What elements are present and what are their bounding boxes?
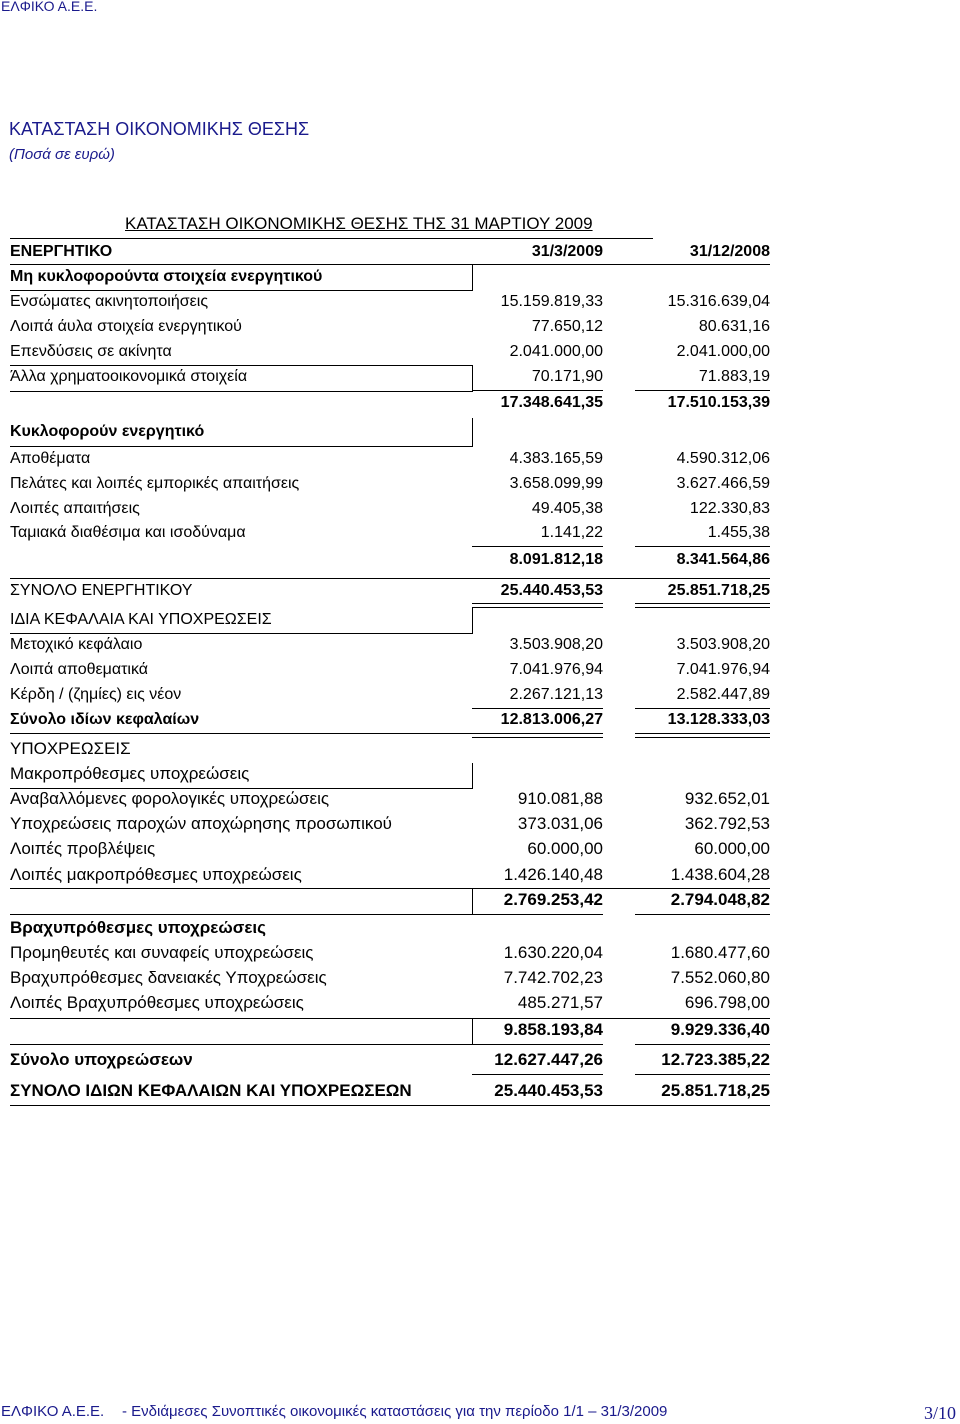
row-label: Λοιπά αποθεματικά bbox=[10, 661, 149, 678]
row-value-1: 2.267.121,13 bbox=[509, 686, 603, 703]
row-value-2: 25.851.718,25 bbox=[667, 582, 770, 599]
row-value-1: 17.348.641,35 bbox=[500, 394, 603, 411]
row-value-1: 49.405,38 bbox=[531, 500, 603, 517]
row-label: ΙΔΙΑ ΚΕΦΑΛΑΙΑ ΚΑΙ ΥΠΟΧΡΕΩΣΕΙΣ bbox=[10, 611, 272, 628]
table-row bbox=[0, 447, 960, 472]
grid-line bbox=[10, 1105, 770, 1106]
row-value-1: 1.630.220,04 bbox=[503, 943, 603, 962]
double-rule bbox=[472, 733, 603, 738]
subtotal-row bbox=[0, 708, 960, 733]
grid-line bbox=[10, 1044, 473, 1045]
row-value-2: 1.438.604,28 bbox=[670, 865, 770, 884]
row-value-1: 12.627.447,26 bbox=[494, 1050, 603, 1069]
table-row bbox=[0, 365, 960, 390]
page-title: ΚΑΤΑΣΤΑΣΗ ΟΙΚΟΝΟΜΙΚΗΣ ΘΕΣΗΣ bbox=[9, 119, 310, 139]
row-value-2: 2.582.447,89 bbox=[676, 686, 770, 703]
row-label: Μη κυκλοφορούντα στοιχεία ενεργητικού bbox=[10, 268, 323, 285]
row-value-1: 77.650,12 bbox=[531, 318, 603, 335]
total-row bbox=[0, 1049, 960, 1074]
sum-rule bbox=[635, 708, 770, 709]
page-subtitle: (Ποσά σε ευρώ) bbox=[9, 146, 115, 163]
page-footer bbox=[0, 1401, 960, 1422]
grid-line bbox=[472, 418, 473, 446]
grid-line bbox=[472, 888, 473, 914]
grid-line bbox=[10, 264, 770, 265]
row-label: Επενδύσεις σε ακίνητα bbox=[10, 343, 172, 360]
table-row bbox=[0, 738, 960, 763]
grid-line bbox=[472, 608, 473, 633]
row-value-2: 7.041.976,94 bbox=[676, 661, 770, 678]
row-label: Λοιπές Βραχυπρόθεσμες υποχρεώσεις bbox=[10, 993, 304, 1012]
row-value-2: 60.000,00 bbox=[694, 839, 770, 858]
row-value-1: 2.769.253,42 bbox=[503, 890, 603, 909]
row-value-2: 7.552.060,80 bbox=[670, 968, 770, 987]
row-value-1: 25.440.453,53 bbox=[494, 1081, 603, 1100]
row-label: Αναβαλλόμενες φορολογικές υποχρεώσεις bbox=[10, 789, 330, 808]
row-label: Ταμιακά διαθέσιμα και ισοδύναμα bbox=[10, 524, 246, 541]
header-col-1: 31/3/2009 bbox=[531, 243, 603, 260]
row-label: Υποχρεώσεις παροχών αποχώρησης προσωπικού bbox=[10, 814, 392, 833]
table-row bbox=[0, 838, 960, 863]
row-label: Αποθέματα bbox=[10, 450, 91, 467]
row-value-1: 2.041.000,00 bbox=[509, 343, 603, 360]
row-label: ΣΥΝΟΛΟ ΙΔΙΩΝ ΚΕΦΑΛΑΙΩΝ ΚΑΙ ΥΠΟΧΡΕΩΣΕΩΝ bbox=[10, 1081, 412, 1100]
table-row bbox=[0, 521, 960, 546]
row-value-1: 1.426.140,48 bbox=[503, 865, 603, 884]
column-header-row bbox=[0, 240, 960, 265]
table-row bbox=[0, 633, 960, 658]
row-value-1: 4.383.165,59 bbox=[509, 450, 603, 467]
row-value-1: 70.171,90 bbox=[531, 368, 603, 385]
row-value-1: 1.141,22 bbox=[540, 524, 603, 541]
subtotal-row bbox=[0, 889, 960, 914]
row-label: Κέρδη / (ζημίες) εις νέον bbox=[10, 686, 182, 703]
sum-rule bbox=[472, 1074, 603, 1075]
sum-rule bbox=[635, 1044, 770, 1045]
grid-line bbox=[472, 264, 473, 290]
sum-rule bbox=[472, 708, 603, 709]
row-value-2: 9.929.336,40 bbox=[670, 1020, 770, 1039]
row-value-2: 2.041.000,00 bbox=[676, 343, 770, 360]
row-label: Βραχυπρόθεσμες υποχρεώσεις bbox=[10, 918, 266, 937]
table-row bbox=[0, 813, 960, 838]
sum-rule bbox=[472, 546, 603, 547]
header-col-2: 31/12/2008 bbox=[689, 243, 770, 260]
row-label: Λοιπά άυλα στοιχεία ενεργητικού bbox=[10, 318, 242, 335]
table-row bbox=[0, 420, 960, 445]
statement-title: ΚΑΤΑΣΤΑΣΗ ΟΙΚΟΝΟΜΙΚΗΣ ΘΕΣΗΣ ΤΗΣ 31 ΜΑΡΤΙΟΥ 2009 bbox=[125, 214, 593, 233]
row-label: Μετοχικό κεφάλαιο bbox=[10, 636, 143, 653]
grid-line bbox=[10, 788, 473, 789]
row-value-1: 60.000,00 bbox=[527, 839, 603, 858]
row-value-1: 3.503.908,20 bbox=[509, 636, 603, 653]
table-row bbox=[0, 497, 960, 522]
row-value-1: 485.271,57 bbox=[517, 993, 603, 1012]
table-row bbox=[0, 658, 960, 683]
row-value-1: 15.159.819,33 bbox=[500, 293, 603, 310]
table-row bbox=[0, 265, 960, 290]
row-value-1: 373.031,06 bbox=[517, 814, 603, 833]
sum-rule bbox=[635, 390, 770, 391]
row-value-2: 696.798,00 bbox=[684, 993, 770, 1012]
row-value-2: 25.851.718,25 bbox=[661, 1081, 770, 1100]
table-row bbox=[0, 992, 960, 1017]
row-value-2: 1.680.477,60 bbox=[670, 943, 770, 962]
subtotal-row bbox=[0, 391, 960, 416]
row-value-1: 25.440.453,53 bbox=[500, 582, 603, 599]
row-value-1: 910.081,88 bbox=[517, 789, 603, 808]
row-value-1: 7.742.702,23 bbox=[503, 968, 603, 987]
row-value-2: 3.503.908,20 bbox=[676, 636, 770, 653]
table-row bbox=[0, 472, 960, 497]
row-value-2: 362.792,53 bbox=[684, 814, 770, 833]
row-value-2: 12.723.385,22 bbox=[661, 1050, 770, 1069]
grid-line bbox=[472, 365, 473, 391]
sum-rule bbox=[472, 1044, 603, 1045]
row-label: Σύνολο ιδίων κεφαλαίων bbox=[10, 711, 200, 728]
row-value-1: 7.041.976,94 bbox=[509, 661, 603, 678]
grid-line bbox=[10, 733, 473, 734]
row-value-2: 122.330,83 bbox=[689, 500, 770, 517]
grid-line bbox=[10, 888, 770, 889]
double-rule bbox=[635, 733, 770, 738]
grid-line bbox=[10, 633, 473, 634]
row-value-2: 15.316.639,04 bbox=[667, 293, 770, 310]
row-label: Ενσώματες ακινητοποιήσεις bbox=[10, 293, 209, 310]
row-label: Λοιπές μακροπρόθεσμες υποχρεώσεις bbox=[10, 865, 302, 884]
grid-line bbox=[10, 365, 473, 366]
row-value-2: 3.627.466,59 bbox=[676, 475, 770, 492]
table-row bbox=[0, 340, 960, 365]
grid-line bbox=[472, 1018, 473, 1044]
row-label: ΣΥΝΟΛΟ ΕΝΕΡΓΗΤΙΚΟΥ bbox=[10, 582, 193, 599]
row-value-1: 9.858.193,84 bbox=[503, 1020, 603, 1039]
row-value-2: 8.341.564,86 bbox=[676, 551, 770, 568]
footer-text: - Ενδιάμεσες Συνοπτικές οικονομικές καταστάσεις για την περίοδο 1/1 – 31/3/2009 bbox=[122, 1403, 668, 1420]
row-label: Πελάτες και λοιπές εμπορικές απαιτήσεις bbox=[10, 475, 300, 492]
subtotal-row bbox=[0, 1019, 960, 1044]
double-rule bbox=[635, 603, 770, 608]
table-row bbox=[0, 864, 960, 889]
sum-rule bbox=[472, 914, 603, 915]
sum-rule bbox=[472, 390, 603, 391]
double-rule bbox=[472, 603, 603, 608]
row-label: Κυκλοφορούν ενεργητικό bbox=[10, 423, 205, 440]
table-row bbox=[0, 967, 960, 992]
sum-rule bbox=[635, 1074, 770, 1075]
row-value-2: 932.652,01 bbox=[684, 789, 770, 808]
table-row bbox=[0, 290, 960, 315]
row-value-2: 4.590.312,06 bbox=[676, 450, 770, 467]
grid-line bbox=[10, 290, 473, 291]
table-row bbox=[0, 608, 960, 633]
header-label: ΕΝΕΡΓΗΤΙΚΟ bbox=[10, 243, 113, 260]
row-label: Άλλα χρηματοοικονομικά στοιχεία bbox=[10, 368, 248, 385]
row-label: Μακροπρόθεσμες υποχρεώσεις bbox=[10, 764, 250, 783]
total-row bbox=[0, 579, 960, 604]
row-value-2: 80.631,16 bbox=[698, 318, 770, 335]
grid-line bbox=[10, 1018, 770, 1019]
table-row bbox=[0, 763, 960, 788]
row-value-2: 1.455,38 bbox=[707, 524, 770, 541]
table-row bbox=[0, 315, 960, 340]
row-label: Προμηθευτές και συναφείς υποχρεώσεις bbox=[10, 943, 314, 962]
grid-line bbox=[472, 763, 473, 788]
table-row bbox=[0, 683, 960, 708]
table-row bbox=[0, 942, 960, 967]
row-value-2: 2.794.048,82 bbox=[670, 890, 770, 909]
table-border-top bbox=[10, 238, 653, 239]
row-value-1: 12.813.006,27 bbox=[500, 711, 603, 728]
row-label: Σύνολο υποχρεώσεων bbox=[10, 1050, 193, 1069]
row-value-1: 3.658.099,99 bbox=[509, 475, 603, 492]
row-label: Λοιπές προβλέψεις bbox=[10, 839, 156, 858]
row-label: Βραχυπρόθεσμες δανειακές Υποχρεώσεις bbox=[10, 968, 327, 987]
grid-line bbox=[10, 914, 473, 915]
subtotal-row bbox=[0, 548, 960, 573]
table-row bbox=[0, 788, 960, 813]
row-value-1: 8.091.812,18 bbox=[509, 551, 603, 568]
row-label: Λοιπές απαιτήσεις bbox=[10, 500, 140, 517]
grid-line bbox=[10, 391, 473, 392]
grand-total-row bbox=[0, 1080, 960, 1105]
row-value-2: 17.510.153,39 bbox=[667, 394, 770, 411]
sum-rule bbox=[635, 546, 770, 547]
row-label: ΥΠΟΧΡΕΩΣΕΙΣ bbox=[10, 739, 131, 758]
row-value-2: 71.883,19 bbox=[698, 368, 770, 385]
company-name: ΕΛΦΙΚΟ Α.Ε.Ε. bbox=[1, 0, 98, 14]
grid-line bbox=[10, 446, 473, 447]
page-number: 3/10 bbox=[923, 1403, 956, 1423]
table-row bbox=[0, 917, 960, 942]
sum-rule bbox=[635, 914, 770, 915]
sum-rule bbox=[10, 578, 770, 579]
footer-company: ΕΛΦΙΚΟ Α.Ε.Ε. bbox=[1, 1403, 105, 1420]
row-value-2: 13.128.333,03 bbox=[667, 711, 770, 728]
